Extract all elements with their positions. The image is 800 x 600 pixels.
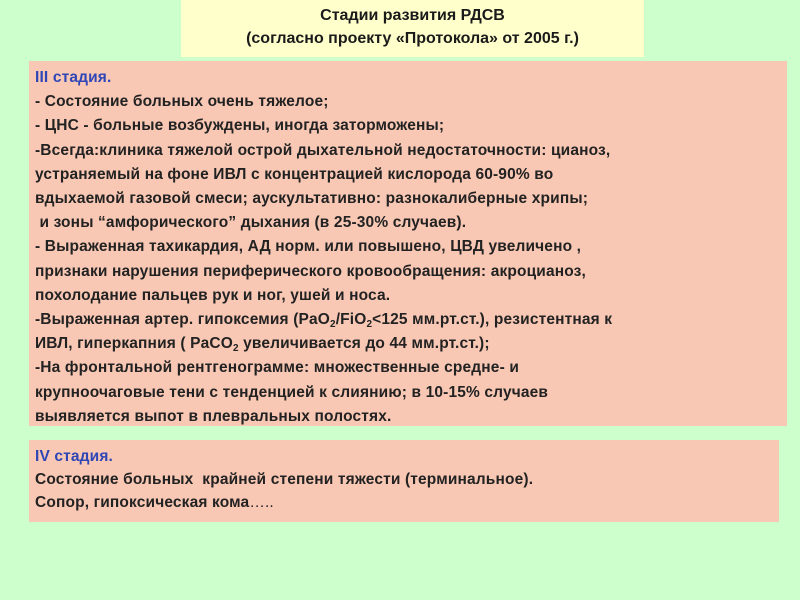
stage-3-line: похолодание пальцев рук и ног, ушей и носа. xyxy=(35,286,391,304)
stage-4-panel xyxy=(29,440,779,522)
hypoxemia-line xyxy=(35,308,781,332)
ellipsis: ….. xyxy=(249,494,274,511)
page-subtitle: (согласно проекту «Протокола» от 2005 г.) xyxy=(246,30,579,47)
stage-3-heading: III стадия. xyxy=(35,69,112,86)
stage-4-line: Состояние больных крайней степени тяжести (терминальное). xyxy=(35,471,534,488)
stage-3-line: признаки нарушения периферического кровообращения: акроцианоз, xyxy=(35,262,586,280)
stage-3-line: - ЦНС - больные возбуждены, иногда заторможены; xyxy=(35,117,445,135)
text-segment: -Выраженная артер. гипоксемия (PaO xyxy=(35,311,330,329)
stage-3-line: - Состояние больных очень тяжелое; xyxy=(35,93,329,111)
stage-3-line: и зоны “амфорического” дыхания (в 25-30% случаев). xyxy=(35,214,467,232)
text-segment: /FiO xyxy=(335,311,367,329)
text-segment: Сопор, гипоксическая кома xyxy=(35,494,250,511)
stage-3-line: крупноочаговые тени с тенденцией к слиянию; в 10-15% случаев xyxy=(35,383,549,401)
stage-4-line xyxy=(35,491,773,514)
stage-3-line: - Выраженная тахикардия, АД норм. или повышено, ЦВД увеличено , xyxy=(35,238,582,256)
stage-3-line: выявляется выпот в плевральных полостях. xyxy=(35,407,392,425)
subscript: 2 xyxy=(232,343,239,355)
text-segment: <125 мм.рт.ст.), резистентная к xyxy=(372,311,613,329)
page-title: Стадии развития РДСВ xyxy=(320,7,505,24)
subscript: 2 xyxy=(366,319,373,331)
text-segment: увеличивается до 44 мм.рт.ст.); xyxy=(238,335,490,353)
stage-3-line: -Всегда:клиника тяжелой острой дыхательной недостаточности: цианоз, xyxy=(35,141,611,159)
stage-3-line: устраняемый на фоне ИВЛ с концентрацией кислорода 60-90% во xyxy=(35,165,554,183)
stage-4-heading: IV стадия. xyxy=(35,448,114,465)
stage-3-line: вдыхаемой газовой смеси; аускультативно: разнокалиберные хрипы; xyxy=(35,190,589,208)
hypercapnia-line xyxy=(35,332,781,356)
stage-3-line: -На фронтальной рентгенограмме: множественные средне- и xyxy=(35,359,520,377)
stage-3-panel xyxy=(29,61,787,426)
subscript: 2 xyxy=(329,319,336,331)
text-segment: ИВЛ, гиперкапния ( PaCO xyxy=(35,335,233,353)
title-box xyxy=(181,0,644,57)
